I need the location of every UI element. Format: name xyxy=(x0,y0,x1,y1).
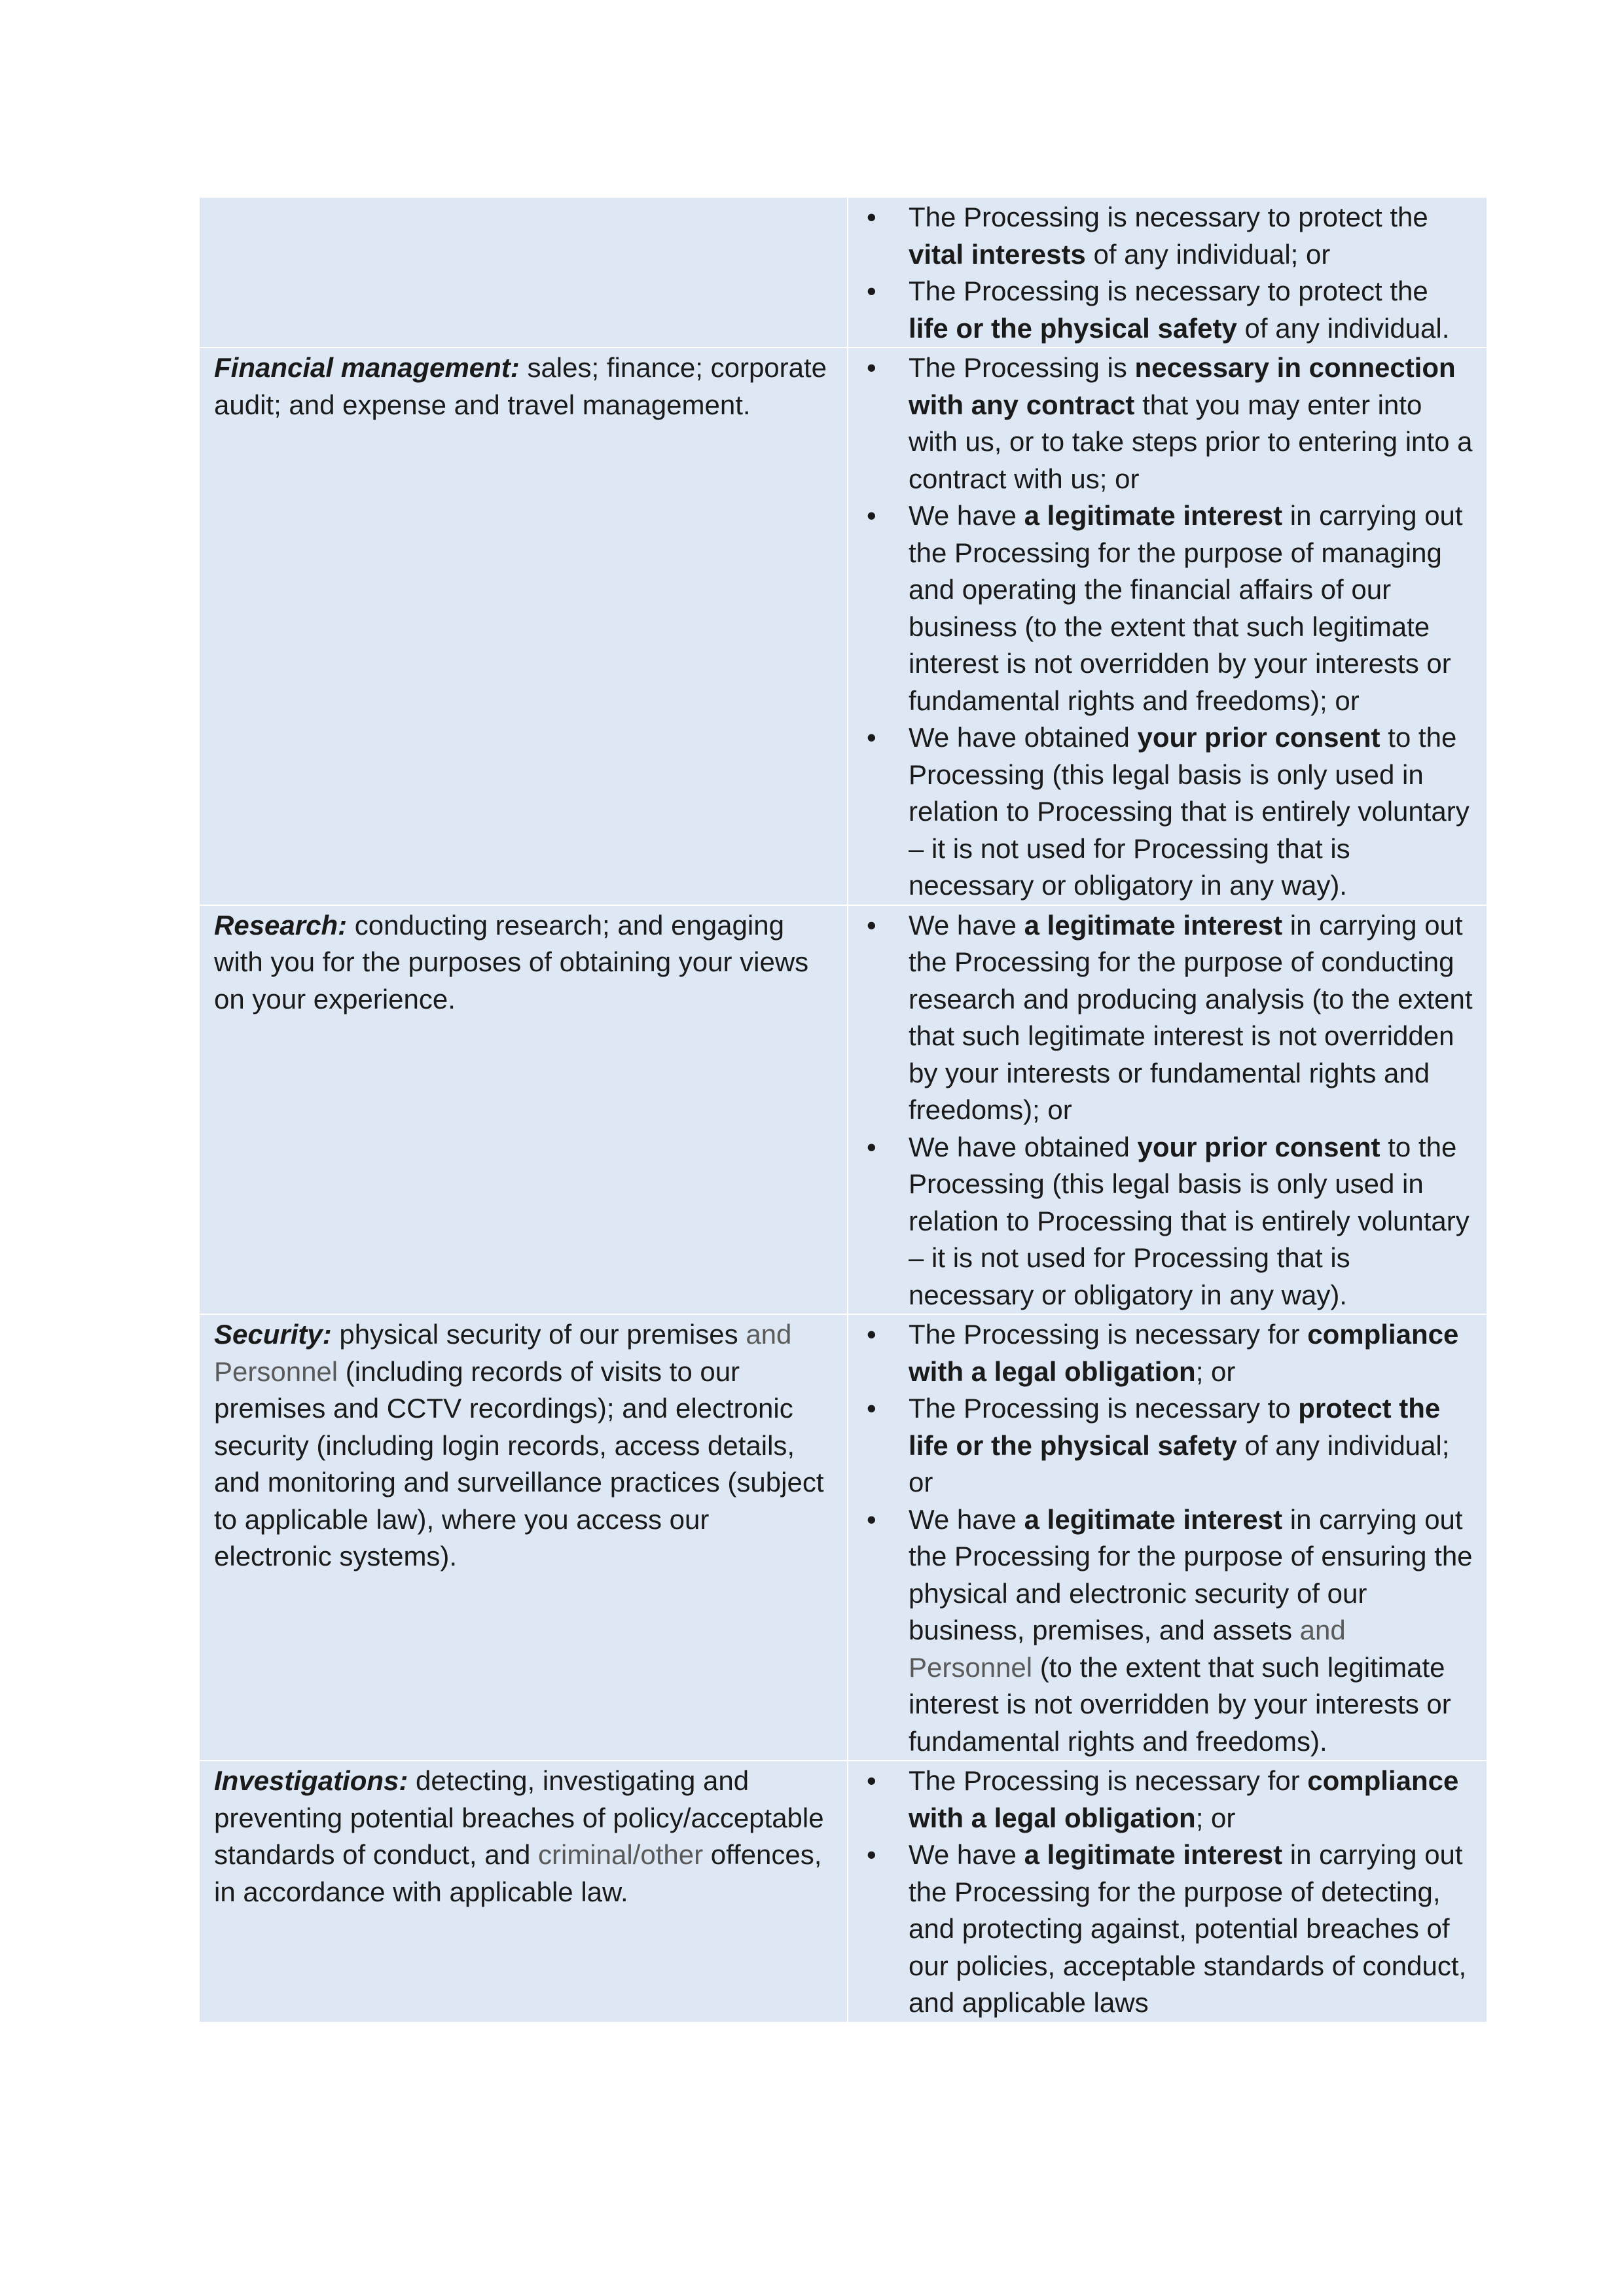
legal-basis-text: The Processing is necessary to protect the xyxy=(909,202,1428,232)
purpose-title: Security: xyxy=(214,1319,332,1350)
purpose-cell xyxy=(200,198,848,348)
legal-basis-emphasis: a legitimate interest xyxy=(1024,1839,1283,1870)
legal-basis-emphasis: vital interests xyxy=(909,238,1086,270)
legal-basis-item xyxy=(848,1316,1473,1390)
purpose-title: Investigations: xyxy=(214,1765,408,1796)
legal-basis-text: of any individual; or xyxy=(909,1429,1450,1498)
legal-basis-text: The Processing is necessary to xyxy=(909,1393,1299,1424)
bullet-icon: • xyxy=(867,1319,876,1350)
table-row xyxy=(200,905,1487,1315)
table-row xyxy=(200,1314,1487,1761)
legal-basis-cell xyxy=(848,198,1487,348)
legal-basis-cell xyxy=(848,1314,1487,1761)
table-row xyxy=(200,348,1487,905)
legal-basis-list xyxy=(848,1763,1473,2022)
legal-basis-text: of any individual. xyxy=(1236,312,1450,344)
legal-basis-text: in carrying out the Processing for the purpose of conducting research and producing analysis (to the extent that such legitimate interest is not overridden by your interests or fundamental rights and freedoms); or xyxy=(909,909,1473,1125)
legal-basis-item xyxy=(848,1837,1473,2022)
legal-basis-text: The Processing is necessary for xyxy=(909,1765,1308,1796)
legal-basis-text: We have xyxy=(909,1503,1024,1535)
legal-basis-item xyxy=(848,497,1473,719)
legal-basis-text: We have obtained xyxy=(909,1131,1138,1162)
legal-basis-text: The Processing is necessary to protect the xyxy=(909,276,1428,306)
purpose-text: detecting, investigating and preventing potential breaches of policy/acceptable standards of conduct, and xyxy=(214,1765,824,1870)
legal-basis-cell xyxy=(848,905,1487,1315)
legal-basis-text: The Processing is xyxy=(909,352,1135,383)
legal-basis-list xyxy=(848,907,1473,1314)
legal-basis-text: The Processing is necessary for xyxy=(909,1319,1308,1350)
legal-basis-emphasis: a legitimate interest xyxy=(1024,1503,1283,1535)
legal-basis-text: and Personnel xyxy=(909,1615,1346,1683)
legal-basis-emphasis: your prior consent xyxy=(1137,1131,1380,1162)
legal-basis-emphasis: compliance with a legal obligation xyxy=(909,1319,1459,1387)
purpose-text: sales; finance; corporate audit; and expense and travel management. xyxy=(214,352,827,420)
legal-basis-text: to the Processing (this legal basis is only used in relation to Processing that is entirely voluntary – it is not used for Processing that is necessary or obligatory in any way). xyxy=(909,722,1470,901)
legal-basis-text: We have xyxy=(909,500,1024,531)
legal-basis-text: We have obtained xyxy=(909,722,1138,753)
legal-basis-list xyxy=(848,1316,1473,1760)
purpose-cell xyxy=(200,1761,848,2022)
bullet-icon: • xyxy=(867,1393,876,1424)
legal-basis-cell xyxy=(848,1761,1487,2022)
purpose-cell xyxy=(200,905,848,1315)
bullet-icon: • xyxy=(867,500,876,531)
legal-basis-text: ; or xyxy=(1195,1355,1236,1387)
legal-basis-item xyxy=(848,1390,1473,1501)
legal-basis-item xyxy=(848,350,1473,497)
purpose-text: conducting research; and engaging with you for the purposes of obtaining your views on your experience. xyxy=(214,909,809,1014)
legal-basis-list xyxy=(848,350,1473,905)
legal-basis-text: that you may enter into with us, or to take steps prior to entering into a contract with us; or xyxy=(909,389,1473,494)
legal-basis-emphasis: necessary in connection with any contract xyxy=(909,352,1456,420)
legal-basis-emphasis: protect the life or the physical safety xyxy=(909,1393,1441,1461)
table-body xyxy=(200,198,1487,2022)
purpose-title: Research: xyxy=(214,909,348,941)
purpose-text: criminal/other xyxy=(538,1839,704,1870)
legal-basis-emphasis: a legitimate interest xyxy=(1024,909,1283,941)
legal-basis-item xyxy=(848,1763,1473,1837)
legal-basis-text: in carrying out the Processing for the purpose of ensuring the physical and electronic security of our business, premises, and assets xyxy=(909,1503,1473,1645)
legal-basis-item xyxy=(848,1129,1473,1314)
legal-basis-table xyxy=(200,198,1487,2022)
bullet-icon: • xyxy=(867,276,876,306)
bullet-icon: • xyxy=(867,1765,876,1796)
legal-basis-emphasis: a legitimate interest xyxy=(1024,500,1283,531)
table-row xyxy=(200,198,1487,348)
purpose-cell xyxy=(200,348,848,905)
legal-basis-cell xyxy=(848,348,1487,905)
legal-basis-text: ; or xyxy=(1195,1802,1236,1833)
purpose-text: (including records of visits to our premises and CCTV recordings); and electronic security (including login records, access details, and monitoring and surveillance practices (subject to applicable law), where you access our electronic systems). xyxy=(214,1355,824,1571)
purpose-text: physical security of our premises xyxy=(331,1319,746,1350)
legal-basis-item xyxy=(848,1501,1473,1761)
bullet-icon: • xyxy=(867,1503,876,1535)
legal-basis-text: (to the extent that such legitimate interest is not overridden by your interests or fundamental rights and freedoms). xyxy=(909,1651,1451,1757)
legal-basis-text: We have xyxy=(909,909,1024,941)
purpose-text: offences, in accordance with applicable law. xyxy=(214,1839,822,1907)
bullet-icon: • xyxy=(867,1131,876,1162)
purpose-text: and Personnel xyxy=(214,1319,792,1387)
bullet-icon: • xyxy=(867,202,876,232)
bullet-icon: • xyxy=(867,1839,876,1870)
legal-basis-text: in carrying out the Processing for the purpose of detecting, and protecting against, potential breaches of our policies, acceptable standards of conduct, and applicable laws xyxy=(909,1839,1467,2018)
legal-basis-item xyxy=(848,273,1473,347)
legal-basis-emphasis: compliance with a legal obligation xyxy=(909,1765,1459,1833)
bullet-icon: • xyxy=(867,722,876,753)
legal-basis-emphasis: life or the physical safety xyxy=(909,312,1237,344)
purpose-cell xyxy=(200,1314,848,1761)
legal-basis-text: to the Processing (this legal basis is only used in relation to Processing that is entirely voluntary – it is not used for Processing that is necessary or obligatory in any way). xyxy=(909,1131,1470,1310)
bullet-icon: • xyxy=(867,909,876,941)
legal-basis-list xyxy=(848,199,1473,347)
legal-basis-text: in carrying out the Processing for the purpose of managing and operating the financial affairs of our business (to the extent that such legitimate interest is not overridden by your interests or fundamental rights and freedoms); or xyxy=(909,500,1463,716)
legal-basis-item xyxy=(848,907,1473,1129)
legal-basis-text: We have xyxy=(909,1839,1024,1870)
bullet-icon: • xyxy=(867,352,876,383)
purpose-title: Financial management: xyxy=(214,352,520,383)
legal-basis-text: of any individual; or xyxy=(1085,238,1331,270)
legal-basis-item xyxy=(848,719,1473,905)
legal-basis-item xyxy=(848,199,1473,273)
legal-basis-emphasis: your prior consent xyxy=(1137,722,1380,753)
table-row xyxy=(200,1761,1487,2022)
